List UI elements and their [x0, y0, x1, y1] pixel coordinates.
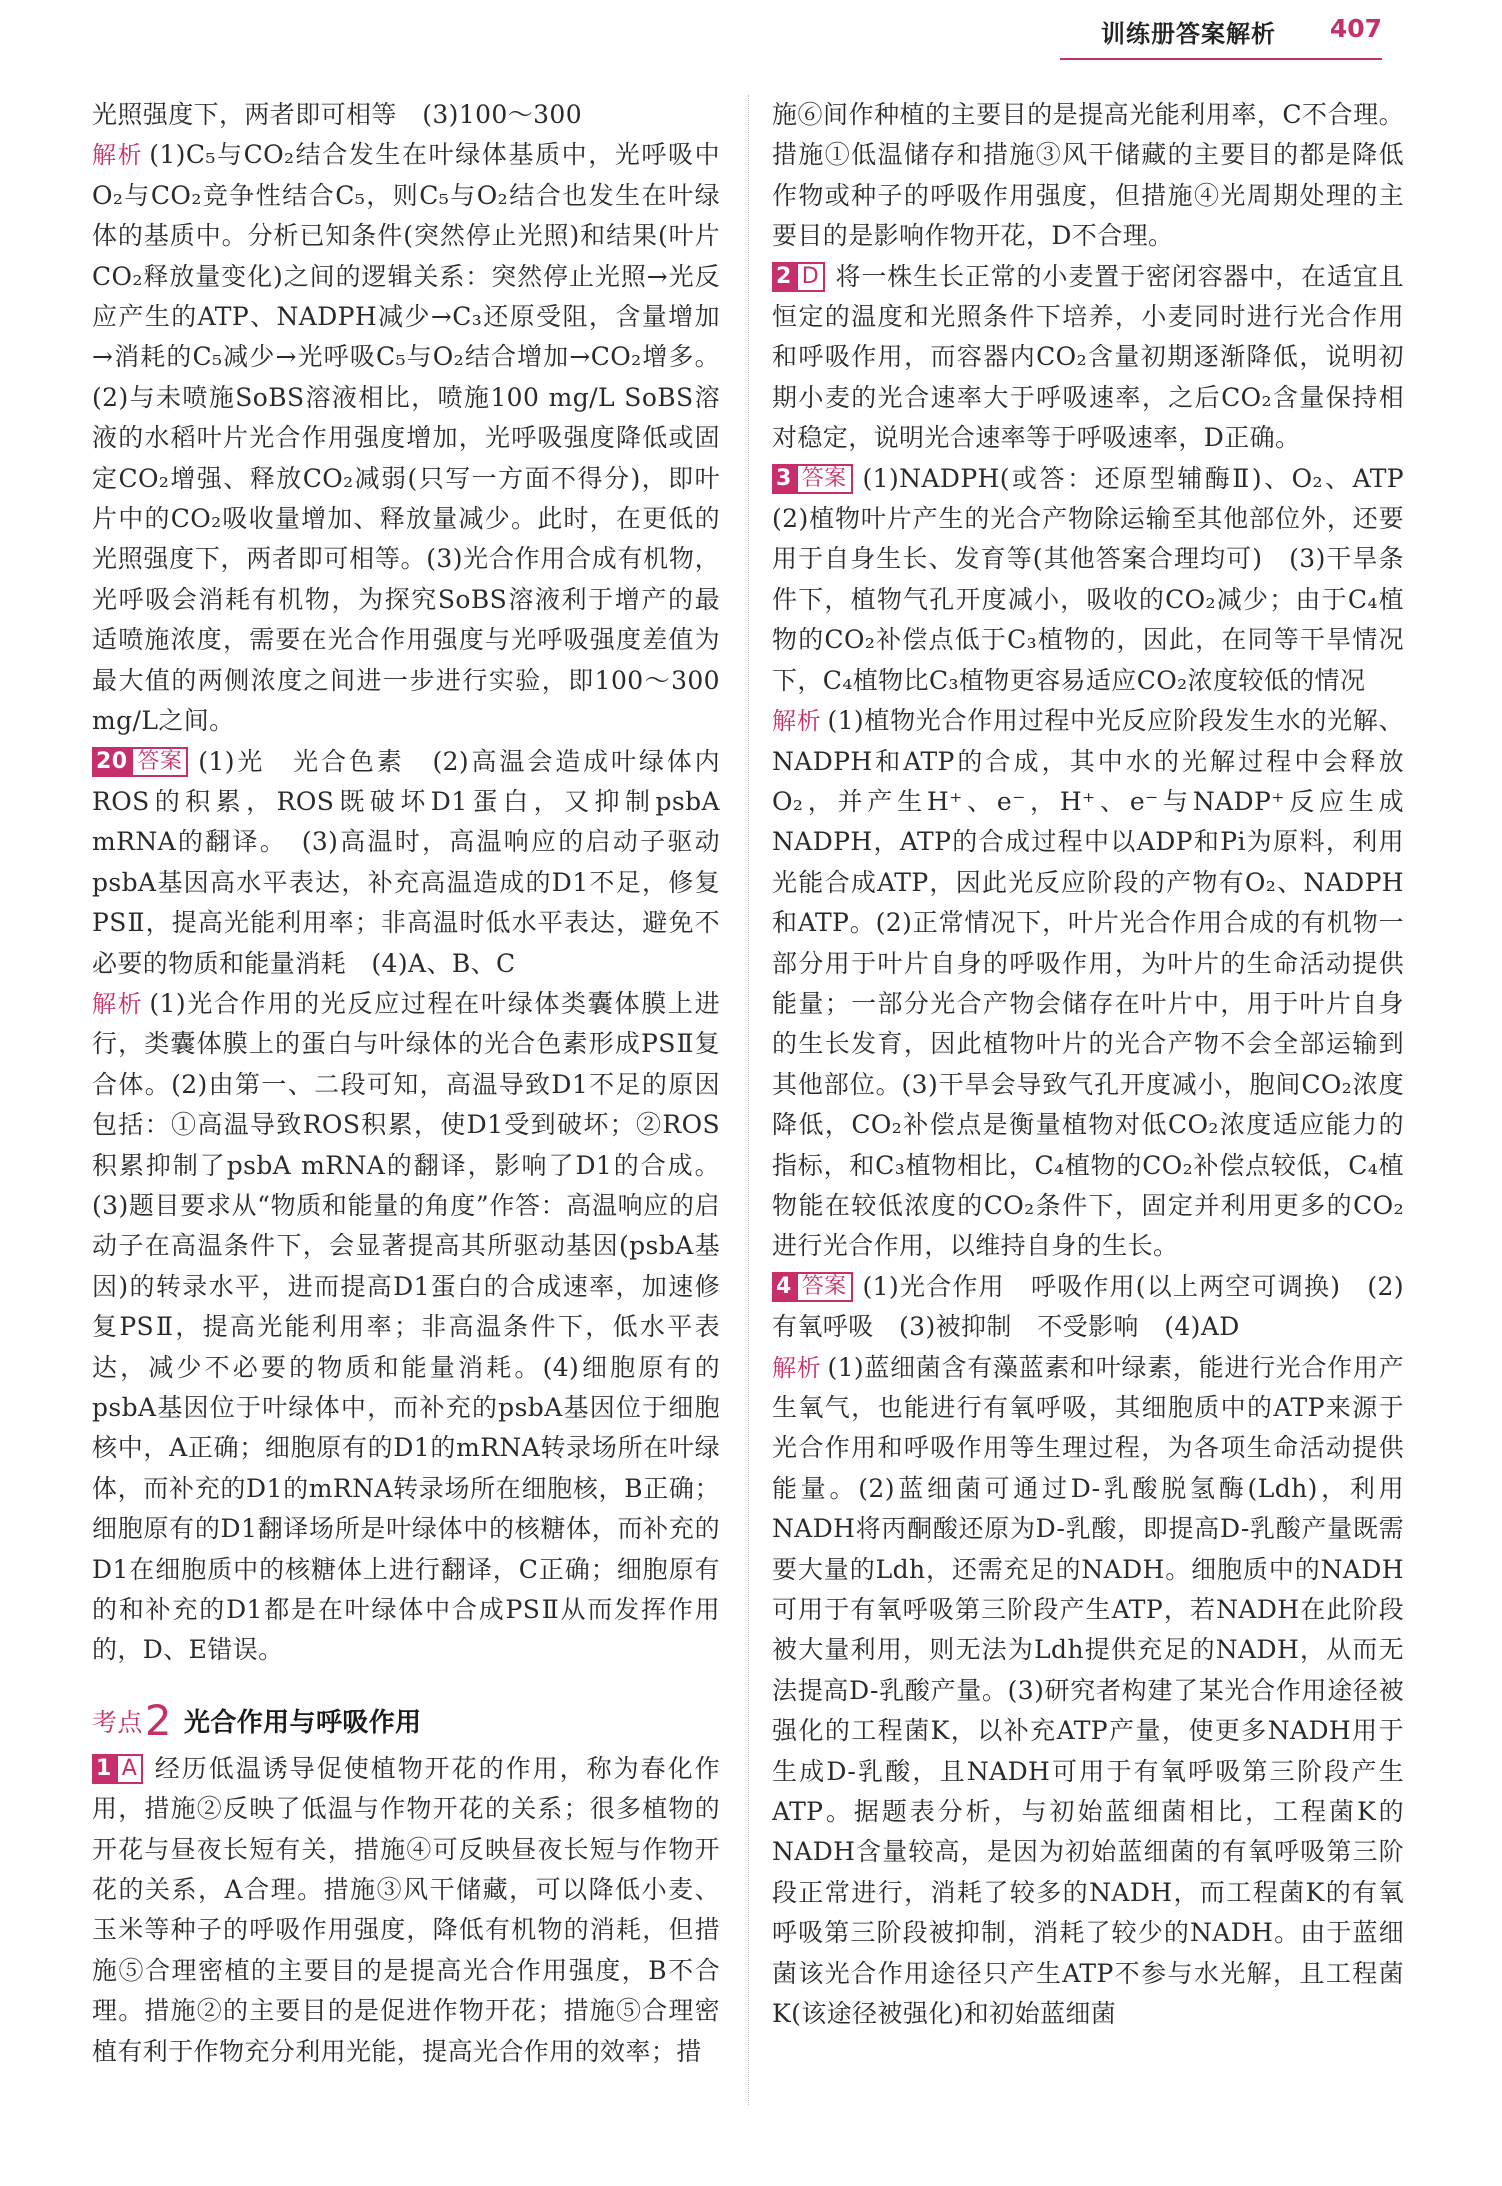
question-3-answer — [772, 459, 1430, 701]
analysis-text: (1)植物光合作用过程中光反应阶段发生水的光解、NADPH和ATP的合成，其中水的光解过程中会释放O₂，并产生H⁺、e⁻，H⁺、e⁻与NADP⁺反应生成NADPH，ATP的合成过程中以ADP和Pi为原料，利用光能合成ATP，因此光反应阶段的产物有O₂、NADPH和ATP。(2)正常情况下，叶片光合作用合成的有机物一部分用于叶片自身的呼吸作用，为叶片的生命活动提供能量；一部分光合产物会储存在叶片中，用于叶片自身的生长发育，因此植物叶片的光合产物不会全部运输到其他部位。(3)干旱会导致气孔开度减小，胞间CO₂浓度降低，CO₂补偿点是衡量植物对低CO₂浓度适应能力的指标，和C₃植物相比，C₄植物的CO₂补偿点较低，C₄植物能在较低浓度的CO₂条件下，固定并利用更多的CO₂进行光合作用，以维持自身的生长。 — [772, 706, 1405, 1261]
answer-tag: D — [796, 262, 825, 292]
answer-tag: 答案 — [796, 1272, 853, 1302]
left-column — [92, 95, 720, 2072]
answer-text: (1)光合作用 呼吸作用(以上两空可调换) (2)有氧呼吸 (3)被抑制 不受影响 (4)AD — [772, 1271, 1404, 1342]
answer-text: 将一株生长正常的小麦置于密闭容器中，在适宜且恒定的温度和光照条件下培养，小麦同时进行光合作用和呼吸作用，而容器内CO₂含量初期逐渐降低，说明初期小麦的光合速率大于呼吸速率，之后CO₂含量保持相对稳定，说明光合速率等于呼吸速率，D正确。 — [772, 261, 1404, 453]
question-20-answer — [92, 742, 720, 984]
answer-tag: 答案 — [796, 464, 853, 494]
answer-tag: A — [116, 1754, 143, 1784]
question-4-answer — [772, 1267, 1404, 1348]
section-title: 光合作用与呼吸作用 — [183, 1707, 422, 1738]
continued-analysis: 施⑥间作种植的主要目的是提高光能利用率，C不合理。措施①低温储存和措施③风干储藏的主要目的都是降低作物或种子的呼吸作用强度，但措施④光周期处理的主要目的是影响作物开花，D不合理。 — [772, 100, 1404, 251]
answer-text: 经历低温诱导促使植物开花的作用，称为春化作用，措施②反映了低温与作物开花的关系；很多植物的开花与昼夜长短有关，措施④可反映昼夜长短与作物开花的关系，A合理。措施③风干储藏，可以降低小麦、玉米等种子的呼吸作用强度，降低有机物的消耗，但措施⑤合理密植的主要目的是提高光合作用强度，B不合理。措施②的主要目的是促进作物开花；措施⑤合理密植有利于作物充分利用光能，提高光合作用的效率；措 — [92, 1753, 720, 2066]
analysis-text: (1)光合作用的光反应过程在叶绿体类囊体膜上进行，类囊体膜上的蛋白与叶绿体的光合色素形成PSⅡ复合体。(2)由第一、二段可知，高温导致D1不足的原因包括：①高温导致ROS积累，使D1受到破坏；②ROS积累抑制了psbA mRNA的翻译，影响了D1的合成。(3)题目要求从“物质和能量的角度”作答：高温响应的启动子在高温条件下，会显著提高其所驱动基因(psbA基因)的转录水平，进而提高D1蛋白的合成速率，加速修复PSⅡ，提高光能利用率；非高温条件下，低水平表达，减少不必要的物质和能量消耗。(4)细胞原有的psbA基因位于叶绿体中，而补充的psbA基因位于细胞核中，A正确；细胞原有的D1的mRNA转录场所在叶绿体，而补充的D1的mRNA转录场所在细胞核，B正确；细胞原有的D1翻译场所是叶绿体中的核糖体，而补充的D1在细胞质中的核糖体上进行翻译，C正确；细胞原有的和补充的D1都是在叶绿体中合成PSⅡ从而发挥作用的，D、E错误。 — [92, 988, 721, 1665]
analysis-text: (1)蓝细菌含有藻蓝素和叶绿素，能进行光合作用产生氧气，也能进行有氧呼吸，其细胞质中的ATP来源于光合作用和呼吸作用等生理过程，为各项生命活动提供能量。(2)蓝细菌可通过D-乳酸脱氢酶(Ldh)，利用NADH将丙酮酸还原为D-乳酸，即提高D-乳酸产量既需要大量的Ldh，还需充足的NADH。细胞质中的NADH可用于有氧呼吸第三阶段产生ATP，若NADH在此阶段被大量利用，则无法为Ldh提供充足的NADH，从而无法提高D-乳酸产量。(3)研究者构建了某光合作用途径被强化的工程菌K，以补充ATP产量，使更多NADH用于生成D-乳酸，且NADH可用于有氧呼吸第三阶段产生ATP。据题表分析，与初始蓝细菌相比，工程菌K的NADH含量较高，是因为初始蓝细菌的有氧呼吸第三阶段正常进行，消耗了较多的NADH，而工程菌K的有氧呼吸第三阶段被抑制，消耗了较少的NADH。由于蓝细菌该光合作用途径只产生ATP不参与水光解，且工程菌K(该途径被强化)和初始蓝细菌 — [772, 1352, 1405, 2029]
analysis-label: 解析 — [772, 707, 822, 736]
section-heading — [92, 1697, 720, 1745]
page-header — [0, 0, 1502, 64]
analysis-label: 解析 — [92, 141, 144, 170]
right-column — [772, 95, 1430, 2035]
continued-answer: 光照强度下，两者即可相等 (3)100～300 — [92, 100, 583, 129]
question-number-badge: 2 — [772, 262, 796, 292]
section-number: 2 — [144, 1695, 172, 1745]
question-3-analysis — [772, 701, 1404, 1267]
header-rule — [1060, 58, 1382, 60]
question-2-answer — [772, 257, 1404, 459]
answer-text: (1)光 光合色素 (2)高温会造成叶绿体内ROS的积累，ROS既破坏D1蛋白，又抑制psbA mRNA的翻译。 (3)高温时，高温响应的启动子驱动psbA基因高水平表达，补充高温造成的D1不足，修复PSⅡ，提高光能利用率；非高温时低水平表达，避免不必要的物质和能量消耗 (4)A、B、C — [92, 746, 720, 978]
analysis-label: 解析 — [92, 989, 144, 1018]
section-label: 考点 — [92, 1707, 143, 1737]
question-4-analysis — [772, 1348, 1404, 2035]
column-divider — [748, 95, 749, 2105]
page-number: 407 — [1329, 14, 1382, 43]
analysis-label: 解析 — [772, 1353, 822, 1382]
question-1-answer — [92, 1749, 720, 2072]
running-title: 训练册答案解析 — [1101, 20, 1276, 48]
question-number-badge: 4 — [772, 1272, 796, 1302]
question-number-badge: 1 — [92, 1754, 116, 1784]
question-20-analysis — [92, 984, 720, 1671]
analysis-text: (1)C₅与CO₂结合发生在叶绿体基质中，光呼吸中O₂与CO₂竞争性结合C₅，则C₅与O₂结合也发生在叶绿体的基质中。分析已知条件(突然停止光照)和结果(叶片CO₂释放量变化)之间的逻辑关系：突然停止光照→光反应产生的ATP、NADPH减少→C₃还原受阻，含量增加→消耗的C₅减少→光呼吸C₅与O₂结合增加→CO₂增多。(2)与未喷施SoBS溶液相比，喷施100 mg/L SoBS溶液的水稻叶片光合作用强度增加，光呼吸强度降低或固定CO₂增强、释放CO₂减弱(只写一方面不得分)，即叶片中的CO₂吸收量增加、释放量减少。此时，在更低的光照强度下，两者即可相等。(3)光合作用合成有机物，光呼吸会消耗有机物，为探究SoBS溶液利于增产的最适喷施浓度，需要在光合作用强度与光呼吸强度差值为最大值的两侧浓度之间进一步进行实验，即100～300 mg/L之间。 — [92, 140, 720, 736]
analysis-paragraph — [92, 135, 720, 741]
question-number-badge: 3 — [772, 464, 796, 494]
question-number-badge: 20 — [92, 747, 131, 777]
answer-tag: 答案 — [131, 747, 188, 777]
answer-text: (1)NADPH(或答：还原型辅酶Ⅱ)、O₂、ATP (2)植物叶片产生的光合产物除运输至其他部位外，还要用于自身生长、发育等(其他答案合理均可) (3)干旱条件下，植物气孔开度减小，吸收的CO₂减少；由于C₄植物的CO₂补偿点低于C₃植物的，因此，在同等干旱情况下，C₄植物比C₃植物更容易适应CO₂浓度较低的情况 — [772, 463, 1430, 695]
